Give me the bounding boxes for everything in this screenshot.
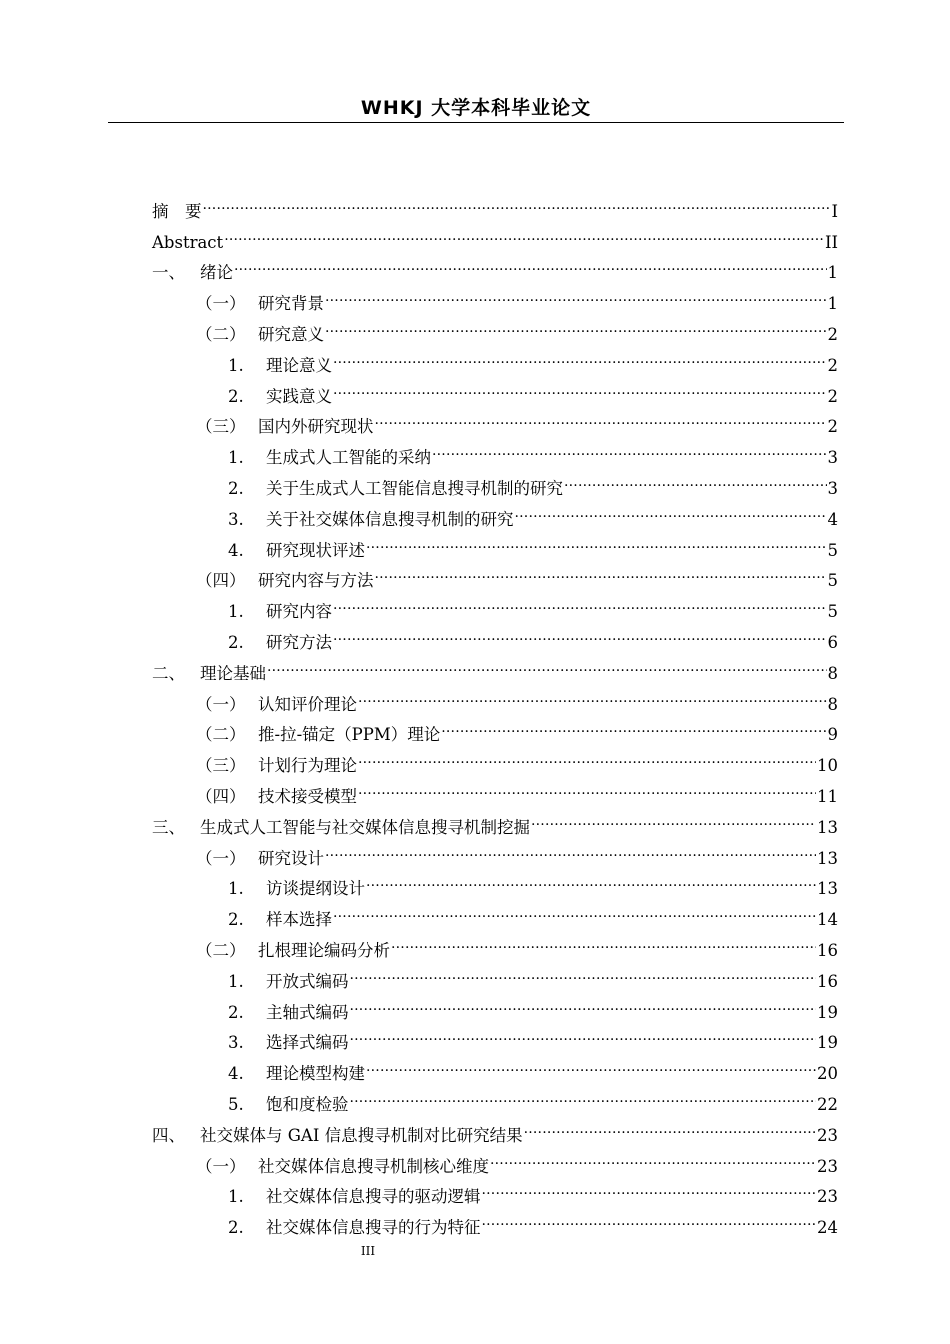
toc-dot-leader xyxy=(333,586,827,617)
toc-entry-title: 计划行为理论 xyxy=(258,756,357,776)
toc-entry-page: 9 xyxy=(827,725,838,745)
toc-entry-title: 研究意义 xyxy=(258,324,324,344)
toc-entry-number: 4. xyxy=(228,1064,244,1084)
toc-entry-number: 3. xyxy=(228,1033,244,1053)
toc-entry-number: 1. xyxy=(228,602,244,622)
toc-dot-leader xyxy=(366,864,816,895)
toc-dot-leader xyxy=(482,1202,817,1233)
toc-entry-title: 饱和度检验 xyxy=(266,1094,349,1114)
toc-entry-page: 13 xyxy=(817,848,838,868)
toc-entry-number: 3. xyxy=(228,509,244,529)
toc-dot-leader xyxy=(350,987,817,1018)
toc-entry-page: 2 xyxy=(827,324,838,344)
toc-entry-number: 四、 xyxy=(152,1125,185,1145)
toc-entry-title: 关于生成式人工智能信息搜寻机制的研究 xyxy=(266,478,563,498)
toc-entry-page: 11 xyxy=(817,786,838,806)
toc-entry-title: 实践意义 xyxy=(266,386,332,406)
toc-entry-number: （二） xyxy=(196,324,246,344)
page-number: III xyxy=(360,1244,376,1258)
toc-dot-leader xyxy=(325,833,816,864)
toc-dot-leader xyxy=(391,925,816,956)
toc-entry[interactable] xyxy=(152,217,838,252)
toc-entry-number: （一） xyxy=(196,1156,246,1176)
toc-entry-title: 理论模型构建 xyxy=(266,1064,365,1084)
toc-dot-leader xyxy=(325,278,827,309)
toc-entry-page: 4 xyxy=(827,509,838,529)
toc-entry-page: 20 xyxy=(817,1064,838,1084)
toc-entry-page: 6 xyxy=(827,632,838,652)
toc-entry-page: 1 xyxy=(827,263,838,283)
toc-dot-leader xyxy=(375,556,827,587)
toc-entry-number: 1. xyxy=(228,448,244,468)
toc-entry-title: 研究内容 xyxy=(266,602,332,622)
toc-entry-number: 2. xyxy=(228,1002,244,1022)
toc-entry-number: （一） xyxy=(196,694,246,714)
toc-entry-title: 主轴式编码 xyxy=(266,1002,349,1022)
toc-dot-leader xyxy=(333,371,827,402)
toc-entry-number: （三） xyxy=(196,756,246,776)
toc-entry-title: 生成式人工智能与社交媒体信息搜寻机制挖掘 xyxy=(200,817,530,837)
toc-entry-title: 生成式人工智能的采纳 xyxy=(266,448,431,468)
toc-entry-page: II xyxy=(824,232,838,252)
toc-entry-number: 二、 xyxy=(152,663,185,683)
toc-dot-leader xyxy=(366,525,827,556)
toc-dot-leader xyxy=(203,186,831,217)
toc-dot-leader xyxy=(524,1110,816,1141)
toc-dot-leader xyxy=(333,340,827,371)
toc-entry-page: 24 xyxy=(817,1218,838,1238)
toc-dot-leader xyxy=(515,494,827,525)
toc-entry-page: 2 xyxy=(827,355,838,375)
toc-entry-page: 16 xyxy=(817,940,838,960)
table-of-contents xyxy=(152,186,838,1238)
toc-entry-number: （二） xyxy=(196,940,246,960)
toc-dot-leader xyxy=(375,402,827,433)
toc-entry-number: （四） xyxy=(196,786,246,806)
toc-dot-leader xyxy=(267,648,827,679)
toc-entry-page: 5 xyxy=(827,571,838,591)
toc-entry-title: 扎根理论编码分析 xyxy=(258,940,390,960)
toc-dot-leader xyxy=(333,894,816,925)
toc-dot-leader xyxy=(482,1172,817,1203)
toc-entry-page: 23 xyxy=(817,1125,838,1145)
toc-entry-number: 5. xyxy=(228,1094,244,1114)
toc-entry-page: 2 xyxy=(827,386,838,406)
toc-entry-title: 技术接受模型 xyxy=(258,786,357,806)
toc-dot-leader xyxy=(358,679,827,710)
toc-entry-title: Abstract xyxy=(152,232,224,252)
toc-entry-number: （四） xyxy=(196,571,246,591)
toc-entry-number: 一、 xyxy=(152,263,185,283)
toc-entry-number: （二） xyxy=(196,725,246,745)
toc-entry-page: I xyxy=(831,201,838,221)
header-divider xyxy=(108,122,844,123)
toc-entry-page: 14 xyxy=(817,910,838,930)
toc-entry-title: 社交媒体信息搜寻机制核心维度 xyxy=(258,1156,489,1176)
toc-entry-number: 2. xyxy=(228,478,244,498)
toc-entry-title: 社交媒体信息搜寻的行为特征 xyxy=(266,1218,481,1238)
toc-entry-page: 23 xyxy=(817,1187,838,1207)
toc-entry-page: 10 xyxy=(817,756,838,776)
toc-entry-title: 理论意义 xyxy=(266,355,332,375)
toc-entry-number: 2. xyxy=(228,910,244,930)
toc-dot-leader xyxy=(358,740,816,771)
toc-dot-leader xyxy=(350,956,817,987)
toc-dot-leader xyxy=(441,710,826,741)
toc-entry-page: 3 xyxy=(827,448,838,468)
toc-entry-title: 社交媒体信息搜寻的驱动逻辑 xyxy=(266,1187,481,1207)
toc-dot-leader xyxy=(350,1079,817,1110)
toc-dot-leader xyxy=(564,463,827,494)
toc-entry-page: 22 xyxy=(817,1094,838,1114)
toc-entry-number: （一） xyxy=(196,848,246,868)
toc-entry-page: 8 xyxy=(827,694,838,714)
toc-entry-page: 13 xyxy=(817,879,838,899)
toc-entry-page: 23 xyxy=(817,1156,838,1176)
toc-entry-number: 2. xyxy=(228,1218,244,1238)
toc-entry-title: 理论基础 xyxy=(200,663,266,683)
toc-entry-page: 19 xyxy=(817,1002,838,1022)
toc-entry-title: 国内外研究现状 xyxy=(258,417,374,437)
toc-entry-number: 1. xyxy=(228,971,244,991)
toc-entry-title: 开放式编码 xyxy=(266,971,349,991)
toc-entry-page: 2 xyxy=(827,417,838,437)
toc-dot-leader xyxy=(358,771,816,802)
toc-entry-title: 绪论 xyxy=(200,263,233,283)
toc-dot-leader xyxy=(366,1048,816,1079)
toc-entry-title: 推-拉-锚定（PPM）理论 xyxy=(258,725,441,745)
toc-entry-number: （三） xyxy=(196,417,246,437)
toc-entry-page: 3 xyxy=(827,478,838,498)
toc-entry[interactable] xyxy=(152,278,838,314)
toc-entry-number: 1. xyxy=(228,355,244,375)
toc-entry-title: 摘 要 xyxy=(152,201,202,221)
toc-entry-title: 研究背景 xyxy=(258,294,324,314)
toc-entry-title: 访谈提纲设计 xyxy=(266,879,365,899)
toc-entry-title: 研究方法 xyxy=(266,632,332,652)
toc-entry-title: 认知评价理论 xyxy=(258,694,357,714)
toc-dot-leader xyxy=(531,802,816,833)
toc-entry-number: （一） xyxy=(196,294,246,314)
toc-dot-leader xyxy=(224,217,824,248)
toc-entry-page: 16 xyxy=(817,971,838,991)
toc-entry-title: 样本选择 xyxy=(266,910,332,930)
toc-entry-title: 关于社交媒体信息搜寻机制的研究 xyxy=(266,509,514,529)
toc-entry-page: 5 xyxy=(827,540,838,560)
toc-entry-title: 研究设计 xyxy=(258,848,324,868)
toc-dot-leader xyxy=(325,309,827,340)
toc-entry-title: 研究现状评述 xyxy=(266,540,365,560)
toc-entry[interactable] xyxy=(152,248,838,283)
toc-entry-number: 4. xyxy=(228,540,244,560)
toc-entry-number: 2. xyxy=(228,386,244,406)
toc-entry-page: 5 xyxy=(827,602,838,622)
toc-entry-number: 1. xyxy=(228,879,244,899)
toc-entry-number: 2. xyxy=(228,632,244,652)
toc-entry-page: 19 xyxy=(817,1033,838,1053)
toc-entry-title: 研究内容与方法 xyxy=(258,571,374,591)
toc-dot-leader xyxy=(490,1141,816,1172)
toc-entry-title: 社交媒体与 GAI 信息搜寻机制对比研究结果 xyxy=(200,1125,523,1145)
toc-entry-page: 8 xyxy=(827,663,838,683)
page-header-title: WHKJ 大学本科毕业论文 xyxy=(360,97,592,119)
toc-entry[interactable] xyxy=(152,186,838,221)
toc-dot-leader xyxy=(350,1018,817,1049)
toc-dot-leader xyxy=(333,617,827,648)
toc-entry-page: 13 xyxy=(817,817,838,837)
toc-entry-title: 选择式编码 xyxy=(266,1033,349,1053)
toc-entry-page: 1 xyxy=(827,294,838,314)
toc-entry-number: 1. xyxy=(228,1187,244,1207)
toc-dot-leader xyxy=(234,248,827,279)
toc-dot-leader xyxy=(432,432,827,463)
toc-entry-number: 三、 xyxy=(152,817,185,837)
